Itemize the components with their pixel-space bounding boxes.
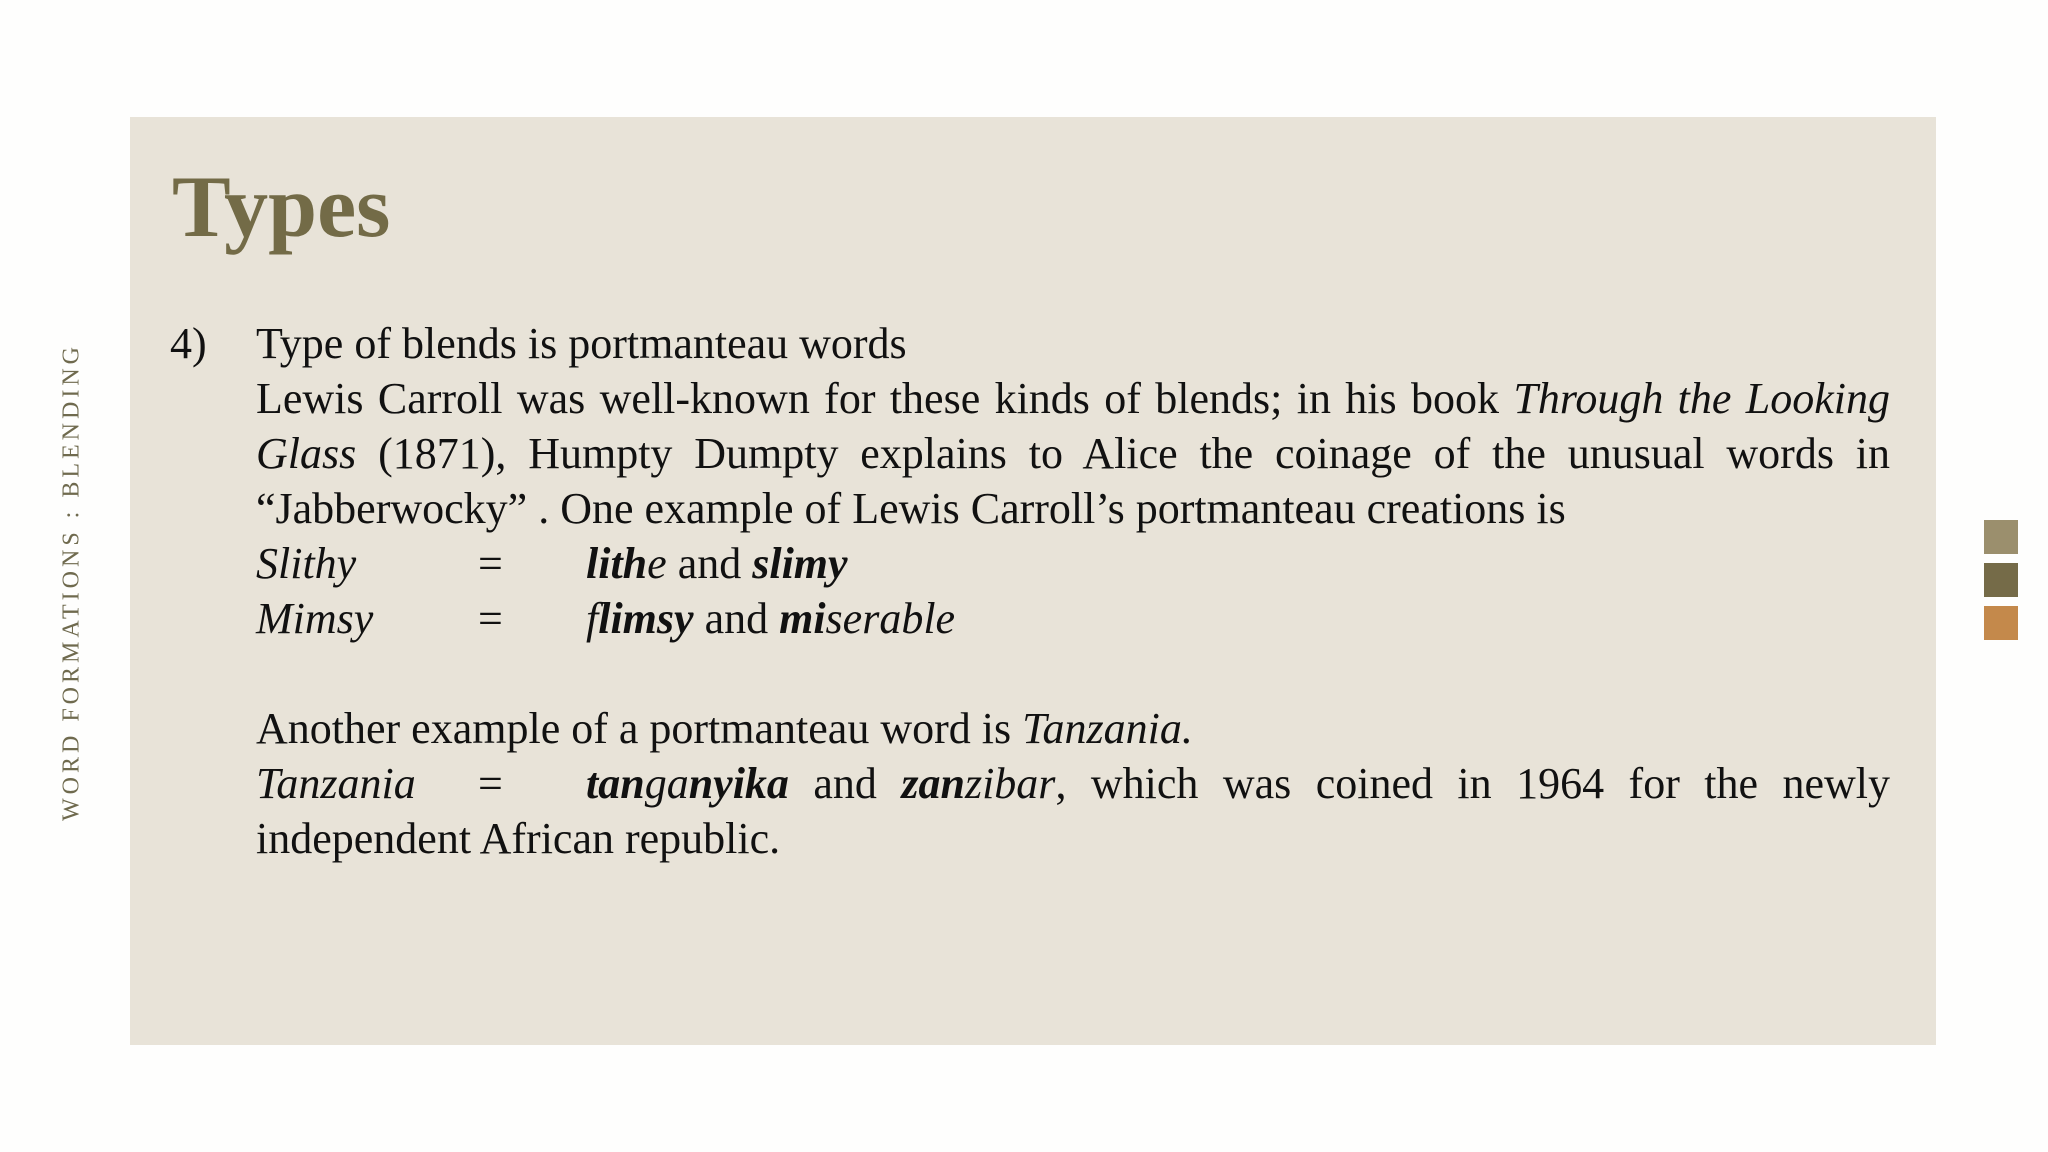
- blend-part: zan: [901, 759, 965, 808]
- tanzania-line-2: independent African republic.: [256, 814, 781, 863]
- example-word: Slithy: [256, 539, 357, 588]
- another-example-line: [256, 701, 1890, 756]
- intro-text-2: (1871), Humpty Dumpty explains to Alice the coinage of the unusual words in “Jabberwocky” . One example of Lewis Carroll’s portmanteau creations is: [256, 429, 1890, 533]
- spacer: [256, 646, 1890, 701]
- equals-sign: =: [478, 539, 503, 588]
- blend-part: zibar: [964, 759, 1056, 808]
- conjunction: and: [788, 759, 902, 808]
- another-word: Tanzania.: [1022, 704, 1193, 753]
- another-text: Another example of a portmanteau word is: [256, 704, 1023, 753]
- example-word: Mimsy: [256, 594, 374, 643]
- swatch-dark: [1984, 563, 2018, 597]
- equals-sign: =: [478, 759, 503, 808]
- blend-part: serable: [825, 594, 956, 643]
- blend-part: nyika: [688, 759, 789, 808]
- swatch-light: [1984, 520, 2018, 554]
- book-title: Through the Looking Glass: [256, 374, 1890, 478]
- blend-part: sli: [752, 539, 794, 588]
- example-definition: [586, 591, 1890, 646]
- color-swatches: [1984, 520, 2018, 649]
- example-row-mimsy: [256, 591, 1890, 646]
- list-number: 4): [170, 319, 207, 368]
- blend-part: lith: [586, 539, 648, 588]
- side-label: WORD FORMATIONS : BLENDING: [58, 342, 85, 822]
- tanzania-tail: , which was coined in 1964 for the newly: [1055, 759, 1891, 808]
- example-row-tanzania: [256, 756, 1890, 811]
- example-definition: [586, 756, 1890, 811]
- slide-title: Types: [172, 159, 391, 256]
- intro-text-1: Lewis Carroll was well-known for these kinds of blends; in his book: [256, 374, 1514, 423]
- conjunction: and: [693, 594, 780, 643]
- equals-sign: =: [478, 594, 503, 643]
- blend-part: tan: [586, 759, 645, 808]
- example-word: Tanzania: [256, 759, 416, 808]
- example-definition: [586, 536, 1890, 591]
- intro-paragraph: [256, 371, 1890, 536]
- section-heading: Type of blends is portmanteau words: [256, 319, 907, 368]
- blend-part: ga: [644, 759, 689, 808]
- blend-part: mi: [779, 594, 826, 643]
- blend-part: e: [647, 539, 667, 588]
- blend-part: limsy: [598, 594, 694, 643]
- slide-body: [256, 316, 1890, 866]
- example-row-slithy: [256, 536, 1890, 591]
- swatch-orange: [1984, 606, 2018, 640]
- blend-part: my: [793, 539, 848, 588]
- conjunction: and: [666, 539, 753, 588]
- blend-part: f: [586, 594, 599, 643]
